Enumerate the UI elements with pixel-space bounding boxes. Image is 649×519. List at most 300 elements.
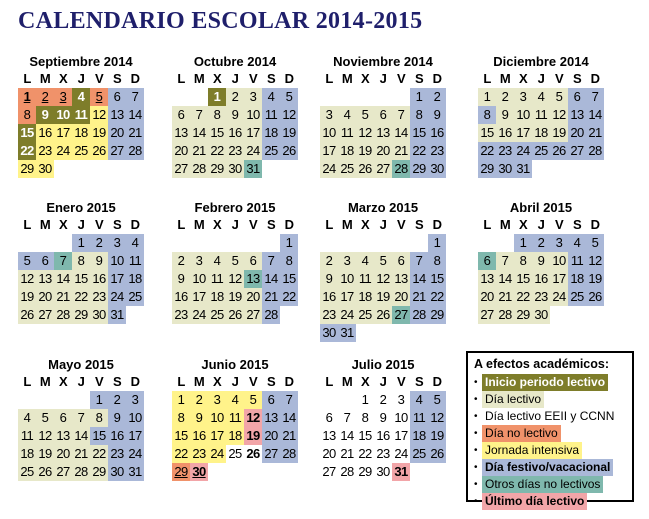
legend-label: Día festivo/vacacional <box>482 459 613 476</box>
weekday-header: X <box>58 71 68 86</box>
month-grid <box>320 70 446 178</box>
day-cell: 26 <box>90 142 108 160</box>
weekday-header: D <box>284 71 294 86</box>
weekday-header: L <box>23 374 31 389</box>
weekday-header: V <box>248 71 258 86</box>
day-cell: 27 <box>244 306 262 324</box>
empty-cell <box>320 88 338 106</box>
weekday-header: J <box>231 374 239 389</box>
day-cell: 8 <box>410 106 428 124</box>
day-cell: 10 <box>190 270 208 288</box>
day-cell: 16 <box>90 270 108 288</box>
day-cell: 6 <box>392 252 410 270</box>
day-cell: 31 <box>108 306 126 324</box>
day-cell: 14 <box>54 270 72 288</box>
month-grid <box>172 216 298 324</box>
day-cell: 14 <box>496 270 514 288</box>
legend-label: Otros días no lectivos <box>482 476 603 493</box>
empty-cell <box>72 391 90 409</box>
day-cell: 24 <box>550 288 568 306</box>
day-cell: 31 <box>244 160 262 178</box>
day-cell: 29 <box>356 463 374 481</box>
day-cell: 14 <box>392 124 410 142</box>
day-cell: 17 <box>208 427 226 445</box>
day-cell: 25 <box>262 142 280 160</box>
weekday-header: D <box>590 217 600 232</box>
day-cell: 1 <box>172 391 190 409</box>
day-cell: 3 <box>338 252 356 270</box>
day-cell: 23 <box>90 288 108 306</box>
empty-cell <box>36 391 54 409</box>
day-cell: 27 <box>392 306 410 324</box>
day-cell: 20 <box>262 427 280 445</box>
day-cell: 26 <box>550 142 568 160</box>
day-cell: 5 <box>374 252 392 270</box>
day-cell: 9 <box>36 106 54 124</box>
day-cell: 18 <box>226 427 244 445</box>
day-cell: 14 <box>280 409 298 427</box>
day-cell: 8 <box>514 252 532 270</box>
day-cell: 8 <box>72 252 90 270</box>
month-grid <box>172 373 298 481</box>
day-cell: 16 <box>108 427 126 445</box>
weekday-header: S <box>266 374 276 389</box>
day-cell: 28 <box>190 160 208 178</box>
day-cell: 12 <box>280 106 298 124</box>
empty-cell <box>320 234 338 252</box>
day-cell: 26 <box>36 463 54 481</box>
weekday-header: V <box>94 217 104 232</box>
day-cell: 5 <box>550 88 568 106</box>
weekday-header: L <box>23 71 31 86</box>
day-cell: 21 <box>262 288 280 306</box>
day-cell: 26 <box>244 445 262 463</box>
day-cell: 2 <box>190 391 208 409</box>
weekday-header: L <box>325 71 333 86</box>
day-cell: 6 <box>54 409 72 427</box>
day-cell: 23 <box>36 142 54 160</box>
day-cell: 17 <box>54 124 72 142</box>
day-cell: 8 <box>428 252 446 270</box>
day-cell: 23 <box>172 306 190 324</box>
weekday-header: X <box>58 374 68 389</box>
day-cell: 16 <box>428 124 446 142</box>
day-cell: 8 <box>356 409 374 427</box>
day-cell: 11 <box>18 427 36 445</box>
day-cell: 18 <box>208 288 226 306</box>
weekday-header: V <box>248 217 258 232</box>
empty-cell <box>496 234 514 252</box>
day-cell: 7 <box>72 409 90 427</box>
day-cell: 22 <box>478 142 496 160</box>
weekday-header: D <box>284 374 294 389</box>
day-cell: 2 <box>90 234 108 252</box>
weekday-header: J <box>379 71 387 86</box>
day-cell: 8 <box>18 106 36 124</box>
day-cell: 16 <box>532 270 550 288</box>
legend-label: Día lectivo EEII y CCNN <box>482 408 617 425</box>
day-cell: 15 <box>18 124 36 142</box>
day-cell: 1 <box>356 391 374 409</box>
day-cell: 11 <box>356 270 374 288</box>
day-cell: 24 <box>108 288 126 306</box>
empty-cell <box>18 391 36 409</box>
day-cell: 9 <box>532 252 550 270</box>
day-cell: 27 <box>108 142 126 160</box>
weekday-header: V <box>94 374 104 389</box>
day-cell: 28 <box>586 142 604 160</box>
month-block <box>172 357 298 481</box>
empty-cell <box>18 234 36 252</box>
weekday-header: M <box>499 71 511 86</box>
empty-cell <box>338 234 356 252</box>
day-cell: 22 <box>356 445 374 463</box>
day-cell: 14 <box>410 270 428 288</box>
day-cell: 27 <box>172 160 190 178</box>
day-cell: 20 <box>478 288 496 306</box>
day-cell: 4 <box>338 106 356 124</box>
day-cell: 11 <box>568 252 586 270</box>
day-cell: 22 <box>280 288 298 306</box>
day-cell: 23 <box>190 445 208 463</box>
bullet-icon: • <box>474 428 478 439</box>
month-block <box>18 357 144 481</box>
day-cell: 1 <box>72 234 90 252</box>
day-cell: 7 <box>586 88 604 106</box>
day-cell: 13 <box>244 270 262 288</box>
empty-cell <box>36 234 54 252</box>
legend-item <box>474 493 626 510</box>
day-cell: 21 <box>54 288 72 306</box>
day-cell: 4 <box>72 88 90 106</box>
day-cell: 19 <box>374 288 392 306</box>
day-cell: 21 <box>586 124 604 142</box>
month-block <box>320 200 446 342</box>
month-name: Enero 2015 <box>46 200 116 215</box>
day-cell: 9 <box>226 106 244 124</box>
day-cell: 23 <box>320 306 338 324</box>
day-cell: 12 <box>226 270 244 288</box>
day-cell: 11 <box>226 409 244 427</box>
day-cell: 20 <box>108 124 126 142</box>
month-block <box>18 200 144 324</box>
day-cell: 1 <box>410 88 428 106</box>
day-cell: 15 <box>410 124 428 142</box>
day-cell: 21 <box>410 288 428 306</box>
day-cell: 14 <box>126 106 144 124</box>
day-cell: 10 <box>208 409 226 427</box>
month-grid <box>320 216 446 342</box>
weekday-header: S <box>112 71 122 86</box>
legend-label: Día lectivo <box>482 391 544 408</box>
weekday-header: M <box>341 217 353 232</box>
month-grid <box>320 373 446 481</box>
day-cell: 12 <box>36 427 54 445</box>
day-cell: 30 <box>496 160 514 178</box>
day-cell: 19 <box>586 270 604 288</box>
weekday-header: X <box>212 71 222 86</box>
month-grid <box>18 373 144 481</box>
day-cell: 13 <box>478 270 496 288</box>
day-cell: 6 <box>568 88 586 106</box>
day-cell: 27 <box>320 463 338 481</box>
weekday-header: M <box>341 374 353 389</box>
weekday-header: X <box>360 217 370 232</box>
day-cell: 1 <box>90 391 108 409</box>
legend-item <box>474 391 626 408</box>
bullet-icon: • <box>474 377 478 388</box>
weekday-header: S <box>112 374 122 389</box>
day-cell: 5 <box>244 391 262 409</box>
day-cell: 27 <box>478 306 496 324</box>
day-cell: 25 <box>18 463 36 481</box>
day-cell: 12 <box>244 409 262 427</box>
day-cell: 4 <box>226 391 244 409</box>
day-cell: 12 <box>18 270 36 288</box>
day-cell: 17 <box>392 427 410 445</box>
day-cell: 26 <box>356 160 374 178</box>
empty-cell <box>374 88 392 106</box>
day-cell: 20 <box>320 445 338 463</box>
weekday-header: X <box>518 71 528 86</box>
weekday-header: S <box>266 71 276 86</box>
day-cell: 27 <box>36 306 54 324</box>
day-cell: 4 <box>356 252 374 270</box>
legend-item <box>474 459 626 476</box>
day-cell: 25 <box>226 445 244 463</box>
day-cell: 6 <box>172 106 190 124</box>
day-cell: 10 <box>338 270 356 288</box>
weekday-header: X <box>360 374 370 389</box>
weekday-header: D <box>130 374 140 389</box>
day-cell: 12 <box>356 124 374 142</box>
month-name: Septiembre 2014 <box>29 54 133 69</box>
day-cell: 16 <box>36 124 54 142</box>
day-cell: 21 <box>392 142 410 160</box>
page-title: CALENDARIO ESCOLAR 2014-2015 <box>18 8 423 34</box>
day-cell: 27 <box>54 463 72 481</box>
day-cell: 17 <box>320 142 338 160</box>
day-cell: 6 <box>320 409 338 427</box>
day-cell: 25 <box>356 306 374 324</box>
day-cell: 29 <box>428 306 446 324</box>
day-cell: 5 <box>36 409 54 427</box>
weekday-header: S <box>414 374 424 389</box>
bullet-icon: • <box>474 445 478 456</box>
day-cell: 23 <box>374 445 392 463</box>
weekday-header: X <box>518 217 528 232</box>
month-grid <box>478 216 604 324</box>
day-cell: 18 <box>532 124 550 142</box>
day-cell: 23 <box>496 142 514 160</box>
day-cell: 18 <box>18 445 36 463</box>
day-cell: 26 <box>586 288 604 306</box>
weekday-header: V <box>554 217 564 232</box>
day-cell: 22 <box>18 142 36 160</box>
day-cell: 13 <box>392 270 410 288</box>
day-cell: 3 <box>550 234 568 252</box>
day-cell: 11 <box>262 106 280 124</box>
month-block <box>478 200 604 324</box>
day-cell: 24 <box>320 160 338 178</box>
day-cell: 22 <box>72 288 90 306</box>
day-cell: 20 <box>36 288 54 306</box>
day-cell: 11 <box>532 106 550 124</box>
empty-cell <box>54 391 72 409</box>
day-cell: 12 <box>90 106 108 124</box>
day-cell: 21 <box>190 142 208 160</box>
day-cell: 3 <box>108 234 126 252</box>
empty-cell <box>190 234 208 252</box>
day-cell: 24 <box>392 445 410 463</box>
day-cell: 20 <box>172 142 190 160</box>
day-cell: 8 <box>90 409 108 427</box>
day-cell: 18 <box>568 270 586 288</box>
day-cell: 15 <box>478 124 496 142</box>
day-cell: 26 <box>428 445 446 463</box>
day-cell: 2 <box>374 391 392 409</box>
weekday-header: M <box>193 71 205 86</box>
day-cell: 5 <box>586 234 604 252</box>
day-cell: 12 <box>374 270 392 288</box>
empty-cell <box>54 234 72 252</box>
day-cell: 8 <box>172 409 190 427</box>
day-cell: 20 <box>54 445 72 463</box>
day-cell: 4 <box>410 391 428 409</box>
day-cell: 13 <box>108 106 126 124</box>
day-cell: 21 <box>280 427 298 445</box>
day-cell: 11 <box>338 124 356 142</box>
day-cell: 9 <box>108 409 126 427</box>
day-cell: 24 <box>126 445 144 463</box>
day-cell: 31 <box>126 463 144 481</box>
day-cell: 12 <box>428 409 446 427</box>
month-name: Abril 2015 <box>509 200 573 215</box>
weekday-header: M <box>193 217 205 232</box>
day-cell: 8 <box>208 106 226 124</box>
day-cell: 17 <box>190 288 208 306</box>
weekday-header: S <box>414 217 424 232</box>
empty-cell <box>244 234 262 252</box>
day-cell: 20 <box>244 288 262 306</box>
month-block <box>172 54 298 178</box>
day-cell: 6 <box>244 252 262 270</box>
month-block <box>18 54 144 178</box>
weekday-header: D <box>130 217 140 232</box>
day-cell: 13 <box>54 427 72 445</box>
weekday-header: M <box>39 71 51 86</box>
month-block <box>478 54 604 178</box>
day-cell: 6 <box>478 252 496 270</box>
day-cell: 15 <box>280 270 298 288</box>
day-cell: 29 <box>72 306 90 324</box>
day-cell: 6 <box>374 106 392 124</box>
day-cell: 30 <box>428 160 446 178</box>
day-cell: 13 <box>36 270 54 288</box>
weekday-header: V <box>94 71 104 86</box>
bullet-icon: • <box>474 479 478 490</box>
weekday-header: S <box>572 71 582 86</box>
day-cell: 9 <box>190 409 208 427</box>
weekday-header: L <box>325 374 333 389</box>
day-cell: 25 <box>532 142 550 160</box>
empty-cell <box>392 234 410 252</box>
day-cell: 30 <box>108 463 126 481</box>
day-cell: 15 <box>428 270 446 288</box>
weekday-header: D <box>432 374 442 389</box>
day-cell: 22 <box>410 142 428 160</box>
day-cell: 7 <box>126 88 144 106</box>
legend-item <box>474 425 626 442</box>
day-cell: 2 <box>108 391 126 409</box>
day-cell: 2 <box>36 88 54 106</box>
weekday-header: J <box>231 71 239 86</box>
day-cell: 30 <box>226 160 244 178</box>
weekday-header: D <box>432 71 442 86</box>
month-name: Marzo 2015 <box>347 200 419 215</box>
month-name: Febrero 2015 <box>194 200 276 215</box>
day-cell: 30 <box>374 463 392 481</box>
day-cell: 3 <box>320 106 338 124</box>
day-cell: 23 <box>532 288 550 306</box>
day-cell: 30 <box>320 324 338 342</box>
day-cell: 18 <box>410 427 428 445</box>
weekday-header: J <box>77 217 85 232</box>
day-cell: 19 <box>18 288 36 306</box>
day-cell: 17 <box>244 124 262 142</box>
legend-label: Jornada intensiva <box>482 442 582 459</box>
month-block <box>320 357 446 481</box>
day-cell: 4 <box>126 234 144 252</box>
weekday-header: S <box>112 217 122 232</box>
day-cell: 5 <box>226 252 244 270</box>
empty-cell <box>338 391 356 409</box>
day-cell: 14 <box>72 427 90 445</box>
day-cell: 4 <box>208 252 226 270</box>
weekday-header: V <box>396 71 406 86</box>
day-cell: 29 <box>514 306 532 324</box>
day-cell: 17 <box>338 288 356 306</box>
day-cell: 20 <box>568 124 586 142</box>
day-cell: 18 <box>356 288 374 306</box>
day-cell: 14 <box>338 427 356 445</box>
month-grid <box>18 70 144 178</box>
weekday-header: D <box>284 217 294 232</box>
day-cell: 2 <box>226 88 244 106</box>
day-cell: 24 <box>514 142 532 160</box>
day-cell: 17 <box>550 270 568 288</box>
day-cell: 28 <box>496 306 514 324</box>
day-cell: 25 <box>410 445 428 463</box>
day-cell: 28 <box>410 306 428 324</box>
weekday-header: M <box>193 374 205 389</box>
day-cell: 15 <box>514 270 532 288</box>
day-cell: 1 <box>208 88 226 106</box>
day-cell: 22 <box>208 142 226 160</box>
weekday-header: V <box>396 217 406 232</box>
month-grid <box>478 70 604 178</box>
day-cell: 29 <box>18 160 36 178</box>
day-cell: 1 <box>280 234 298 252</box>
day-cell: 18 <box>338 142 356 160</box>
weekday-header: S <box>414 71 424 86</box>
legend-label: Día no lectivo <box>482 425 561 442</box>
day-cell: 9 <box>90 252 108 270</box>
day-cell: 13 <box>320 427 338 445</box>
empty-cell <box>320 391 338 409</box>
legend-title: A efectos académicos: <box>474 357 610 371</box>
weekday-header: D <box>590 71 600 86</box>
